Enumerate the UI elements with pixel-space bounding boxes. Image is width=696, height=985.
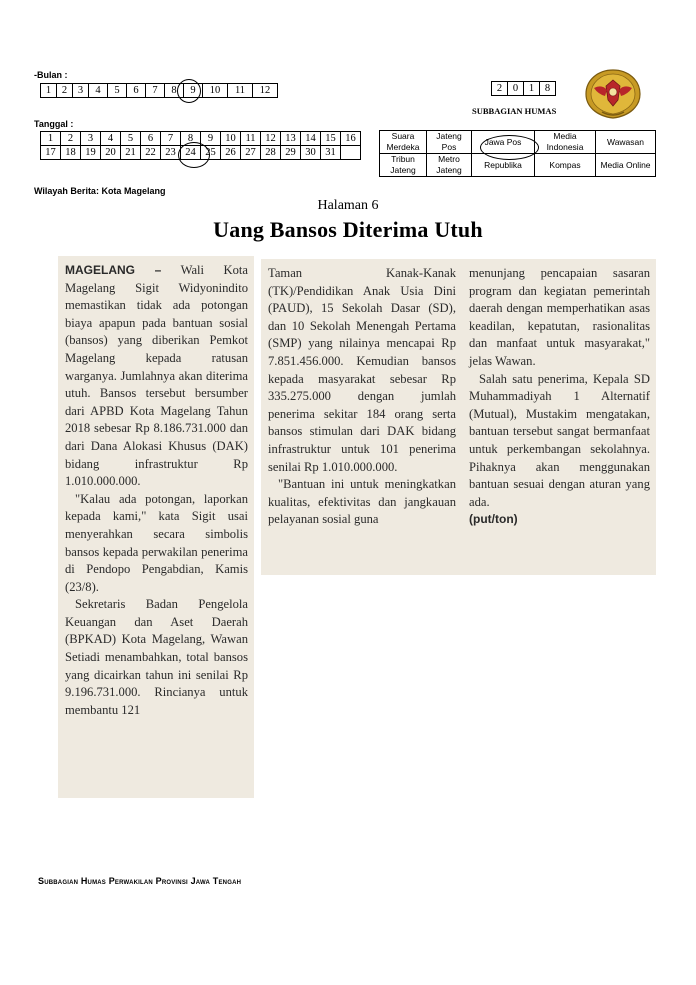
article-column-2 (261, 259, 462, 575)
day-cell-30: 30 (301, 146, 321, 160)
col2-paragraph-2: "Bantuan ini untuk meningkatkan kualitas, efektivitas dan jangkauan pelayanan sosial guna (268, 477, 456, 527)
year-digit-0: 0 (508, 82, 524, 96)
year-grid (491, 81, 556, 96)
media-cell-media-online: Media Online (596, 154, 656, 177)
bulan-label: -Bulan : (34, 70, 68, 80)
day-cell-13: 13 (281, 132, 301, 146)
month-cell-11: 11 (228, 84, 253, 98)
day-cell-18: 18 (61, 146, 81, 160)
day-cell-10: 10 (221, 132, 241, 146)
tanggal-label: Tanggal : (34, 119, 74, 129)
month-cell-8: 8 (165, 84, 184, 98)
year-digit-2: 2 (492, 82, 508, 96)
day-cell-20: 20 (101, 146, 121, 160)
month-cell-3: 3 (73, 84, 89, 98)
media-cell-metro-jateng: Metro Jateng (427, 154, 472, 177)
media-cell-republika: Republika (472, 154, 535, 177)
day-cell-15: 15 (321, 132, 341, 146)
day-cell-2: 2 (61, 132, 81, 146)
day-cell-9: 9 (201, 132, 221, 146)
month-grid (40, 83, 278, 98)
article-column-1 (58, 256, 254, 798)
day-cell-16: 16 (341, 132, 361, 146)
month-cell-4: 4 (89, 84, 108, 98)
day-cell-21: 21 (121, 146, 141, 160)
day-cell-1: 1 (41, 132, 61, 146)
col1-paragraph-1: Wali Kota Magelang Sigit Widyonindito memastikan tidak ada potongan biaya apapun pada bantuan sosial (bansos) yang diberikan Pemkot Magelang kepada ratusan warganya. Jumlahnya akan diterima utuh. Bansos tersebut bersumber dari APBD Kota Magelang Tahun 2018 sebesar Rp 8.186.731.000 dan dari Dana Alokasi Khusus (DAK) bidang infrastruktur Rp 1.010.000.000. (65, 263, 248, 489)
day-cell-25: 25 (201, 146, 221, 160)
media-cell-kompas: Kompas (535, 154, 596, 177)
year-digit-8: 8 (540, 82, 556, 96)
day-cell-24: 24 (181, 146, 201, 160)
month-cell-7: 7 (146, 84, 165, 98)
day-cell-29: 29 (281, 146, 301, 160)
month-cell-12: 12 (253, 84, 278, 98)
media-cell-wawasan: Wawasan (596, 131, 656, 154)
day-cell-22: 22 (141, 146, 161, 160)
day-cell-8: 8 (181, 132, 201, 146)
year-digit-1: 1 (524, 82, 540, 96)
col3-paragraph-1: menunjang pencapaian sasaran program dan kegiatan pemerintah daerah dengan memperhatikan asas keadilan, kepatutan, rasionalitas dan manfaat untuk masyarakat," jelas Wawan. (469, 266, 650, 368)
day-cell-14: 14 (301, 132, 321, 146)
region-label: Wilayah Berita: Kota Magelang (34, 186, 166, 196)
col1-paragraph-2: "Kalau ada potongan, laporkan kepada kami," kata Sigit usai menyerahkan secara simbolis bansos kepada perwakilan penerima di Pendopo Pengabdian, Kamis (23/8). (65, 491, 248, 594)
month-cell-5: 5 (108, 84, 127, 98)
page-number: Halaman 6 (317, 198, 379, 213)
signoff: (put/ton) (469, 512, 518, 527)
day-cell-19: 19 (81, 146, 101, 160)
selected-day-circle (178, 142, 210, 168)
day-cell-4: 4 (101, 132, 121, 146)
media-cell-suara-merdeka: Suara Merdeka (380, 131, 427, 154)
day-cell-3: 3 (81, 132, 101, 146)
day-cell-6: 6 (141, 132, 161, 146)
media-cell-jawa-pos: Jawa Pos (472, 131, 535, 154)
day-cell-28: 28 (261, 146, 281, 160)
month-cell-6: 6 (127, 84, 146, 98)
col1-paragraph-3: Sekretaris Badan Pengelola Keuangan dan Aset Daerah (BPKAD) Kota Magelang, Wawan Setiadi menambahkan, total bansos yang dicairkan tahun ini senilai Rp 9.196.731.000. Rincianya untuk membantu 121 (65, 597, 248, 717)
col3-paragraph-2: Salah satu penerima, Kepala SD Muhammadiyah 1 Alternatif (Mutual), Mustakim mengatakan, bantuan tersebut sangat bermanfaat untuk perkembangan sekolahnya. Pihaknya akan menggunakan bantuan sesuai dengan aturan yang ada. (469, 371, 650, 509)
unit-name: SUBBAGIAN HUMAS (472, 106, 557, 116)
month-cell-2: 2 (57, 84, 73, 98)
month-cell-1: 1 (41, 84, 57, 98)
dateline: MAGELANG – (65, 263, 162, 277)
day-cell-27: 27 (241, 146, 261, 160)
day-cell-17: 17 (41, 146, 61, 160)
day-cell-empty (341, 146, 361, 160)
media-cell-jateng-pos: Jateng Pos (427, 131, 472, 154)
article-title: Uang Bansos Diterima Utuh (213, 217, 483, 242)
media-cell-media-indonesia: Media Indonesia (535, 131, 596, 154)
month-cell-9: 9 (184, 84, 203, 98)
day-cell-5: 5 (121, 132, 141, 146)
day-cell-7: 7 (161, 132, 181, 146)
day-cell-26: 26 (221, 146, 241, 160)
article-column-3 (462, 259, 656, 575)
selected-month-circle (177, 79, 201, 103)
col2-paragraph-1: Taman Kanak-Kanak (TK)/Pendidikan Anak Usia Dini (PAUD), 15 Sekolah Dasar (SD), dan 10 Sekolah Menengah Pertama (SMP) yang nilainya mencapai Rp 7.851.456.000. Kemudian bansos kepada masyarakat sebesar Rp 335.275.000 dengan jumlah penerima sekitar 184 orang serta bansos stimulan dari DAK bidang infrastruktur untuk 101 penerima senilai Rp 1.010.000.000. (268, 266, 456, 474)
selected-media-circle (480, 135, 539, 160)
media-cell-tribun-jateng: Tribun Jateng (380, 154, 427, 177)
day-cell-12: 12 (261, 132, 281, 146)
footer-text: Subbagian Humas Perwakilan Provinsi Jawa Tengah (38, 876, 242, 886)
day-cell-11: 11 (241, 132, 261, 146)
day-cell-31: 31 (321, 146, 341, 160)
day-cell-23: 23 (161, 146, 181, 160)
month-cell-10: 10 (203, 84, 228, 98)
garuda-seal-icon (580, 66, 646, 122)
